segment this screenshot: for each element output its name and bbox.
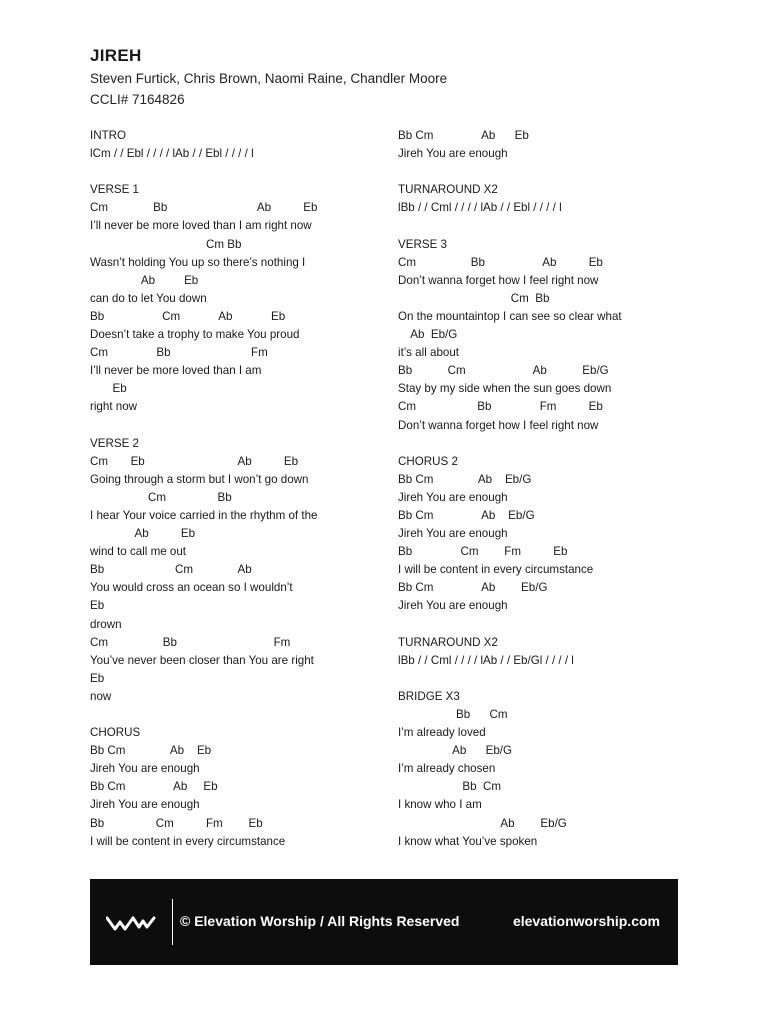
section-heading: VERSE 2 (90, 436, 139, 450)
chord-line: Eb (90, 382, 127, 396)
chord-line: Bb Cm (398, 780, 502, 794)
lyric-line: Stay by my side when the sun goes down (398, 382, 612, 396)
spacer (90, 163, 390, 181)
chord-line: Bb Cm Ab (90, 563, 252, 577)
chord-line: Bb Cm Fm Eb (90, 816, 263, 830)
lyric-line: Jireh You are enough (398, 490, 508, 504)
chord-line: Cm Bb Fm Eb (398, 400, 603, 414)
section-heading: TURNAROUND X2 (398, 635, 498, 649)
lyric-line: On the mountaintop I can see so clear what (398, 309, 622, 323)
chord-line: Bb Cm Ab Eb (90, 309, 286, 323)
lyric-line: right now (90, 400, 138, 414)
lyric-line: lBb / / Cml / / / / lAb / / Ebl / / / / l (398, 201, 562, 215)
section-heading: CHORUS (90, 726, 141, 740)
lyric-line: Jireh You are enough (398, 147, 508, 161)
section-heading: TURNAROUND X2 (398, 183, 498, 197)
section-heading: INTRO (90, 129, 127, 142)
spacer (398, 217, 698, 235)
chord-line: Cm Eb Ab Eb (90, 454, 299, 468)
lyric-line: Doesn’t take a trophy to make You proud (90, 328, 300, 342)
lyric-line: now (90, 689, 112, 703)
lyric-line: Jireh You are enough (398, 527, 508, 541)
left-column (90, 127, 390, 851)
lyric-line: I’m already chosen (398, 762, 496, 776)
chord-line: Bb Cm Ab Eb/G (398, 364, 609, 378)
spacer (90, 706, 390, 724)
section-heading: VERSE 1 (90, 183, 139, 197)
lyric-line: can do to let You down (90, 291, 207, 305)
spacer (398, 670, 698, 688)
ccli-number: CCLI# 7164826 (90, 92, 185, 107)
lyric-line: I will be content in every circumstance (90, 834, 286, 848)
section-heading: VERSE 3 (398, 237, 447, 251)
section-heading: BRIDGE X3 (398, 689, 460, 703)
lyric-line: drown (90, 617, 122, 631)
chord-line: Ab Eb/G (398, 328, 458, 342)
spacer (398, 163, 698, 181)
footer-divider (172, 899, 173, 945)
lyric-line: You would cross an ocean so I wouldn’t (90, 581, 293, 595)
lyric-line: Don’t wanna forget how I feel right now (398, 418, 599, 432)
chord-line: Cm Bb (398, 291, 550, 305)
chord-line: Bb Cm Ab Eb (90, 744, 212, 758)
chord-line: Bb Cm Ab Eb/G (398, 472, 532, 486)
chord-line: Eb (90, 671, 105, 685)
lyric-line: Jireh You are enough (90, 798, 200, 812)
elevation-worship-logo-icon (106, 913, 156, 933)
copyright-text: © Elevation Worship / All Rights Reserved (180, 913, 460, 929)
chord-line: Cm Bb Ab Eb (398, 255, 603, 269)
lyric-line: I’ll never be more loved than I am (90, 364, 262, 378)
chord-line: Cm Bb (90, 237, 242, 251)
lyric-line: I hear Your voice carried in the rhythm of the (90, 508, 318, 522)
lyric-line: lBb / / Cml / / / / lAb / / Eb/Gl / / / / l (398, 653, 574, 667)
chord-line: Ab Eb (90, 273, 199, 287)
spacer (398, 435, 698, 453)
spacer (90, 417, 390, 435)
chord-line: Cm Bb Fm (90, 346, 268, 360)
chord-line: Bb Cm Ab Eb/G (398, 508, 535, 522)
lyric-line: You’ve never been closer than You are right (90, 653, 314, 667)
song-title: JIREH (90, 46, 142, 65)
lyric-line: Don’t wanna forget how I feel right now (398, 273, 599, 287)
chord-line: Ab Eb/G (398, 816, 567, 830)
lyric-line: I will be content in every circumstance (398, 563, 594, 577)
lyric-line: Jireh You are enough (90, 762, 200, 776)
lyric-line: I’m already loved (398, 726, 486, 740)
chord-line: Bb Cm Ab Eb (398, 129, 529, 142)
lyric-line: lCm / / Ebl / / / / lAb / / Ebl / / / / l (90, 147, 254, 161)
chord-line: Eb (90, 599, 105, 613)
lyric-line: I’ll never be more loved than I am right now (90, 219, 312, 233)
lyric-line: Jireh You are enough (398, 599, 508, 613)
lyric-line: I know who I am (398, 798, 482, 812)
lyric-line: I know what You’ve spoken (398, 834, 538, 848)
chord-line: Bb Cm Fm Eb (398, 545, 568, 559)
website-link[interactable]: elevationworship.com (512, 913, 660, 929)
song-authors: Steven Furtick, Chris Brown, Naomi Raine, Chandler Moore (90, 71, 448, 86)
chord-line: Ab Eb/G (398, 744, 513, 758)
lyric-line: Wasn’t holding You up so there’s nothing I (90, 255, 306, 269)
chord-line: Bb Cm (398, 708, 508, 721)
lyric-line: wind to call me out (90, 545, 187, 559)
chord-line: Cm Bb Ab Eb (90, 201, 318, 215)
section-heading: CHORUS 2 (398, 454, 458, 468)
right-column (398, 127, 698, 851)
chord-line: Cm Bb (90, 490, 232, 504)
chord-line: Cm Bb Fm (90, 635, 291, 649)
spacer (398, 616, 698, 634)
chord-line: Bb Cm Ab Eb (90, 780, 218, 794)
lyric-line: it’s all about (398, 346, 460, 360)
chord-line: Bb Cm Ab Eb/G (398, 581, 548, 595)
footer-bar (90, 879, 678, 965)
chord-line: Ab Eb (90, 527, 196, 541)
lyric-line: Going through a storm but I won’t go down (90, 472, 309, 486)
